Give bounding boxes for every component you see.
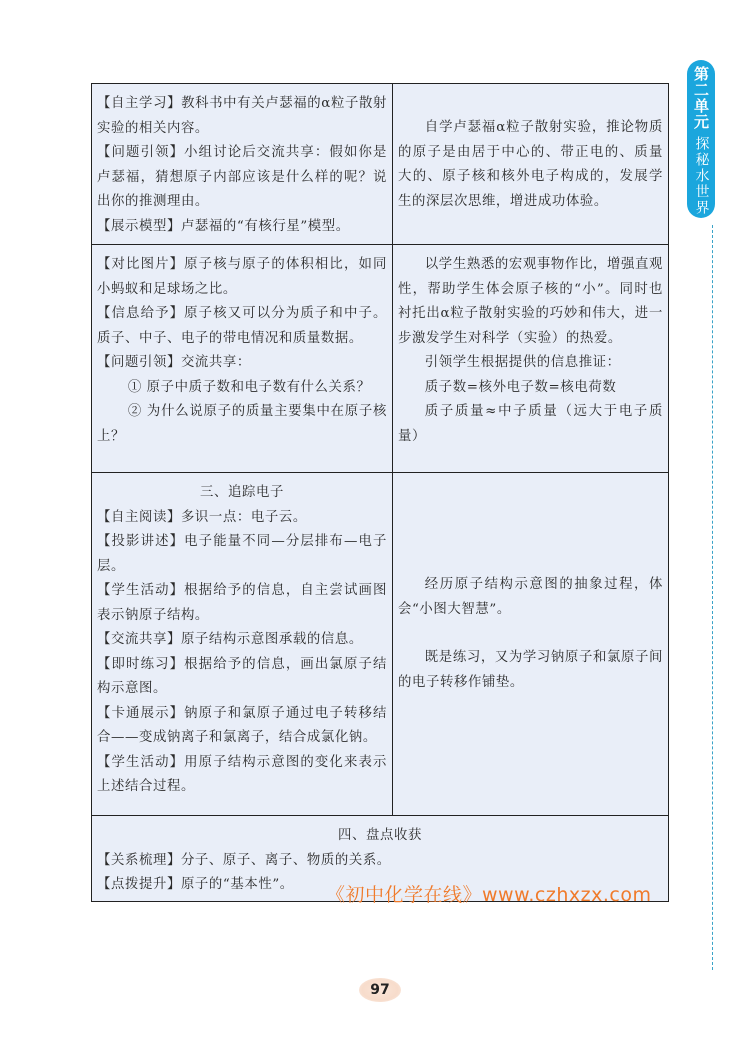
activity-line: 【问题引领】交流共享： (97, 355, 251, 370)
activity-cell (92, 245, 393, 472)
intent-line: 既是练习，又为学习钠原子和氯原子间的电子转移作铺垫。 (398, 650, 663, 690)
question-item: ① 原子中质子数和电子数有什么关系？ (127, 379, 371, 395)
margin-dashed-line (712, 225, 713, 970)
section-heading: 三、追踪电子 (200, 485, 284, 500)
activity-line: 【自主学习】教科书中有关卢瑟福的α粒子散射实验的相关内容。 (97, 96, 387, 136)
activity-line: 【信息给予】原子核又可以分为质子和中子。质子、中子、电子的带电情况和质量数据。 (97, 306, 387, 346)
activity-cell (92, 84, 393, 244)
table-row (92, 245, 668, 473)
intent-line: 质子数=核外电子数=核电荷数 (424, 379, 617, 395)
page-number: 97 (359, 978, 401, 1002)
summary-line: 【点拨提升】原子的“基本性”。 (97, 877, 294, 892)
question-item: ② 为什么说原子的质量主要集中在原子核上？ (97, 404, 387, 444)
intent-line: 自学卢瑟福α粒子散射实验，推论物质的原子是由居于中心的、带正电的、质量大的、原子核和核外电子构成的，发展学生的深层次思维，增进成功体验。 (398, 120, 663, 209)
activity-line: 【自主阅读】多识一点：电子云。 (97, 509, 307, 525)
intent-cell (393, 473, 668, 815)
intent-line: 质子质量≈中子质量（远大于电子质量） (398, 404, 663, 444)
activity-line: 【学生活动】用原子结构示意图的变化来表示上述结合过程。 (97, 754, 387, 794)
table-row (92, 473, 668, 816)
watermark-text: 《初中化学在线》www.czhxzx.com (326, 884, 652, 906)
intent-line: 引领学生根据提供的信息推证： (424, 355, 621, 370)
activity-line: 【投影讲述】电子能量不同—分层排布—电子层。 (97, 534, 387, 574)
activity-line: 【对比图片】原子核与原子的体积相比，如同小蚂蚁和足球场之比。 (97, 257, 387, 297)
section-heading: 四、盘点收获 (338, 828, 422, 843)
activity-line: 【问题引领】小组讨论后交流共享：假如你是卢瑟福，猜想原子内部应该是什么样的呢？说出你的推测理由。 (97, 145, 387, 209)
activity-line: 【学生活动】根据给予的信息，自主尝试画图表示钠原子结构。 (97, 583, 387, 623)
intent-line: 以学生熟悉的宏观事物作比，增强直观性，帮助学生体会原子核的“小”。同时也衬托出α粒子散射实验的巧妙和伟大，进一步激发学生对科学（实验）的热爱。 (398, 257, 663, 346)
activity-cell (92, 473, 393, 815)
intent-cell (393, 245, 668, 472)
unit-title: 探秘水世界 (693, 136, 710, 216)
summary-line: 【关系梳理】分子、原子、离子、物质的关系。 (97, 852, 391, 868)
activity-line: 【即时练习】根据给予的信息，画出氯原子结构示意图。 (97, 656, 387, 696)
unit-side-tab (687, 60, 715, 218)
unit-label: 第二单元 (692, 66, 710, 130)
intent-cell (393, 84, 668, 244)
intent-line: 经历原子结构示意图的抽象过程，体会“小图大智慧”。 (398, 577, 663, 617)
activity-line: 【卡通展示】钠原子和氯原子通过电子转移结合——变成钠离子和氯离子，结合成氯化钠。 (97, 705, 387, 745)
activity-line: 【交流共享】原子结构示意图承载的信息。 (97, 632, 363, 647)
activity-line: 【展示模型】卢瑟福的“有核行星”模型。 (97, 218, 350, 234)
table-row (92, 84, 668, 245)
lesson-plan-table (91, 83, 669, 902)
